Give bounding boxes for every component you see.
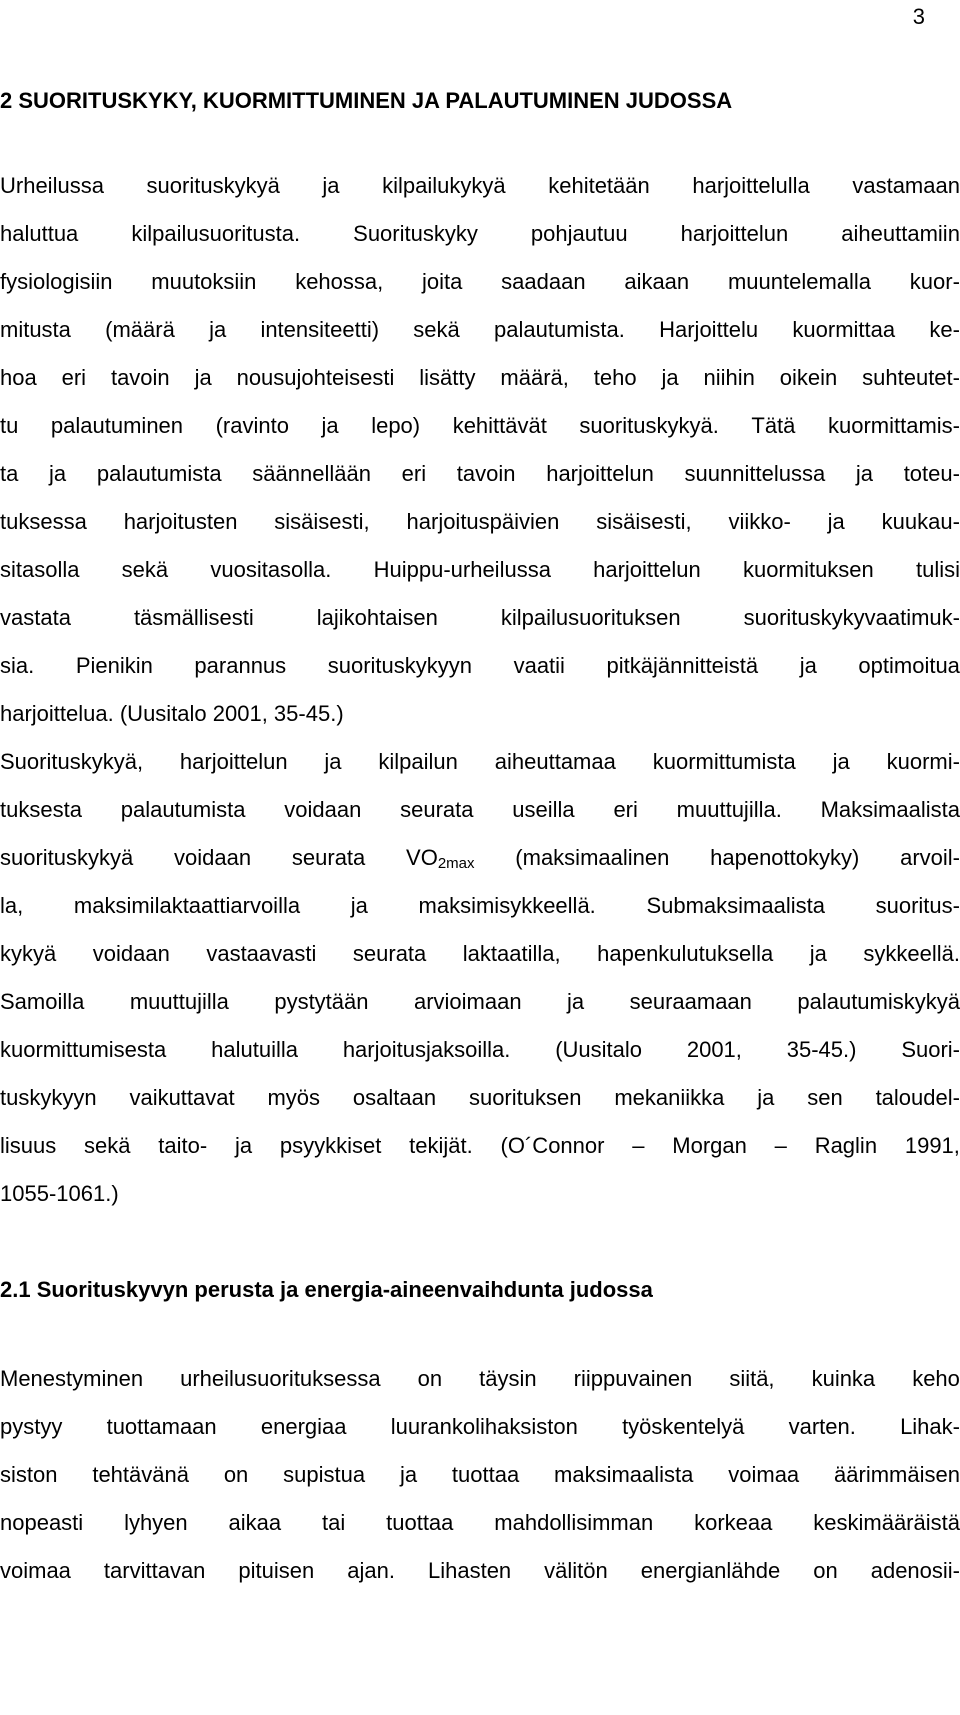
word: voidaan: [92, 941, 170, 966]
text-line: [0, 930, 960, 978]
word: riippuvainen: [573, 1366, 693, 1391]
text-line: [0, 642, 960, 690]
word: kuormi-: [886, 749, 960, 774]
word: sykkeellä.: [863, 941, 960, 966]
word: sekä: [84, 1133, 131, 1158]
word: varten.: [788, 1414, 856, 1439]
word: intensiteetti): [260, 317, 380, 342]
text-line: [0, 210, 960, 258]
word: ja: [567, 989, 585, 1014]
word: tavoin: [110, 365, 170, 390]
text-line: [0, 498, 960, 546]
word: palautumista: [96, 461, 222, 486]
word: aikaan: [624, 269, 690, 294]
word: supistua: [283, 1462, 366, 1487]
text-line: [0, 738, 960, 786]
line-text: 1055-1061.): [0, 1181, 119, 1206]
word: ja: [757, 1085, 775, 1110]
word: voimaa: [728, 1462, 800, 1487]
word: vastaavasti: [206, 941, 317, 966]
word: vuositasolla.: [210, 557, 332, 582]
text-line: [0, 258, 960, 306]
word: säännellään: [252, 461, 371, 486]
word: kuormittumisesta: [0, 1037, 167, 1062]
word: keskimääräistä: [813, 1510, 960, 1535]
word: ja: [321, 413, 339, 438]
word: –: [774, 1133, 787, 1158]
word: harjoitusten: [123, 509, 238, 534]
word: ajan.: [347, 1558, 395, 1583]
word: arvioimaan: [413, 989, 522, 1014]
word: aiheuttamiin: [841, 221, 960, 246]
word: pystytään: [274, 989, 369, 1014]
word: Pienikin: [75, 653, 153, 678]
word: on: [813, 1558, 838, 1583]
word: pitkäjännitteistä: [606, 653, 759, 678]
word: kehitetään: [548, 173, 650, 198]
text-line: [0, 1403, 960, 1451]
word: Menestyminen: [0, 1366, 144, 1391]
word: harjoittelun: [546, 461, 654, 486]
word: joita: [422, 269, 463, 294]
word: on: [417, 1366, 443, 1391]
page-number: 3: [912, 4, 925, 29]
word: ja: [827, 509, 845, 534]
word: kilpailusuoritusta.: [131, 221, 301, 246]
word: ja: [809, 941, 827, 966]
word: Suorituskyky: [353, 221, 478, 246]
word: pituisen: [238, 1558, 315, 1583]
text-line: [0, 834, 960, 882]
word: on: [223, 1462, 249, 1487]
word: tuksesta: [0, 797, 82, 822]
word: kykyä: [0, 941, 57, 966]
word: harjoittelun: [179, 749, 288, 774]
word: Lihak-: [900, 1414, 960, 1439]
text-line: [0, 1074, 960, 1122]
word: ke-: [929, 317, 960, 342]
word: haluttua: [0, 221, 79, 246]
word: täysin: [479, 1366, 537, 1391]
word: (maksimaalinen: [515, 845, 670, 870]
word: niihin: [703, 365, 755, 390]
text-line: [0, 690, 960, 738]
word: sisäisesti,: [274, 509, 370, 534]
word: sisäisesti,: [596, 509, 692, 534]
word: sitasolla: [0, 557, 80, 582]
word: seurata: [291, 845, 366, 870]
word: nopeasti: [0, 1510, 84, 1535]
word: voidaan: [284, 797, 362, 822]
word: energiaa: [260, 1414, 347, 1439]
text-line: [0, 546, 960, 594]
word: vaikuttavat: [129, 1085, 235, 1110]
word: suorituksen: [468, 1085, 582, 1110]
word: osaltaan: [352, 1085, 437, 1110]
word: nousujohteisesti: [236, 365, 395, 390]
word: palautumiskykyä: [797, 989, 960, 1014]
word: Samoilla: [0, 989, 85, 1014]
word: tu: [0, 413, 19, 438]
text-line: [0, 786, 960, 834]
word: kuukau-: [881, 509, 960, 534]
word: äärimmäisen: [834, 1462, 960, 1487]
word: Submaksimaalista: [646, 893, 825, 918]
word: 1991,: [904, 1133, 960, 1158]
word: oikein: [779, 365, 838, 390]
text-line: [0, 1122, 960, 1170]
word: maksimilaktaattiarvoilla: [73, 893, 301, 918]
word: työskentelyä: [622, 1414, 745, 1439]
word: Urheilussa: [0, 173, 104, 198]
word: kuormittumista: [652, 749, 796, 774]
word: tai: [322, 1510, 346, 1535]
word: suoritus-: [875, 893, 960, 918]
text-line: [0, 882, 960, 930]
word: mekaniikka: [614, 1085, 725, 1110]
word: Lihasten: [427, 1558, 512, 1583]
word: Suori-: [901, 1037, 960, 1062]
word: palautumista: [120, 797, 246, 822]
word: tuottaa: [451, 1462, 520, 1487]
word: kuormittamis-: [827, 413, 960, 438]
word: ja: [194, 365, 212, 390]
word: vaatii: [513, 653, 565, 678]
word: suorituskykyä: [146, 173, 280, 198]
word: välitön: [544, 1558, 608, 1583]
word: seurata: [400, 797, 474, 822]
word: viikko-: [728, 509, 791, 534]
word: urheilusuorituksessa: [180, 1366, 381, 1391]
word: taito-: [158, 1133, 208, 1158]
word: eri: [61, 365, 87, 390]
word: tulisi: [915, 557, 960, 582]
text-line: [0, 162, 960, 210]
word: seuraamaan: [629, 989, 752, 1014]
text-line: [0, 306, 960, 354]
word: hapenkulutuksella: [597, 941, 774, 966]
word: lisätty: [419, 365, 476, 390]
word: kehossa,: [295, 269, 384, 294]
word: muutoksiin: [151, 269, 257, 294]
word: siston: [0, 1462, 58, 1487]
word: eri: [613, 797, 638, 822]
word: voidaan: [174, 845, 252, 870]
text-line: [0, 1355, 960, 1403]
word: (määrä: [105, 317, 175, 342]
word: harjoittelun: [593, 557, 701, 582]
word: ja: [324, 749, 342, 774]
word: Tätä: [751, 413, 796, 438]
text-line: [0, 354, 960, 402]
word: eri: [401, 461, 427, 486]
word: pohjautuu: [530, 221, 628, 246]
word: sekä: [121, 557, 169, 582]
word: parannus: [194, 653, 287, 678]
subsection-heading: 2.1 Suorituskyvyn perusta ja energia-aineenvaihdunta judossa: [0, 1277, 653, 1302]
word: muuttujilla.: [676, 797, 782, 822]
word: harjoitusjaksoilla.: [342, 1037, 511, 1062]
line-text: harjoittelua. (Uusitalo 2001, 35-45.): [0, 701, 344, 726]
word: Suorituskykyä,: [0, 749, 144, 774]
word: keho: [912, 1366, 960, 1391]
word: arvoil-: [900, 845, 960, 870]
word: toteu-: [903, 461, 960, 486]
word: ja: [832, 749, 850, 774]
word: la,: [0, 893, 24, 918]
word: korkeaa: [694, 1510, 773, 1535]
word: 2001,: [686, 1037, 742, 1062]
word: ta: [0, 461, 19, 486]
word: suorituskykyyn: [327, 653, 473, 678]
word: ja: [399, 1462, 418, 1487]
word: kuormittaa: [792, 317, 896, 342]
word: tuksessa: [0, 509, 87, 534]
word: tuottaa: [386, 1510, 454, 1535]
word: kilpailukykyä: [382, 173, 506, 198]
word: taloudel-: [875, 1085, 960, 1110]
word: kehittävät: [452, 413, 547, 438]
word: muuntelemalla: [727, 269, 872, 294]
word: ja: [350, 893, 368, 918]
word: saadaan: [501, 269, 586, 294]
word: kilpailusuorituksen: [500, 605, 681, 630]
word: harjoittelun: [680, 221, 789, 246]
word: adenosii-: [870, 1558, 960, 1583]
word: tavoin: [456, 461, 516, 486]
word: Harjoittelu: [659, 317, 759, 342]
word: siitä,: [729, 1366, 775, 1391]
word: täsmällisesti: [133, 605, 254, 630]
word: maksimaalista: [554, 1462, 694, 1487]
word: fysiologisiin: [0, 269, 113, 294]
word: suorituskykyä: [0, 845, 134, 870]
word: harjoittelulla: [692, 173, 810, 198]
word: lyhyen: [124, 1510, 188, 1535]
text-line: [0, 402, 960, 450]
word: energianlähde: [640, 1558, 781, 1583]
text-line: [0, 1026, 960, 1074]
word: (ravinto: [215, 413, 289, 438]
word: ja: [209, 317, 227, 342]
text-line: [0, 978, 960, 1026]
word: mitusta: [0, 317, 71, 342]
word: hapenottokyky): [710, 845, 860, 870]
text-line: [0, 1451, 960, 1499]
word: tehtävänä: [92, 1462, 189, 1487]
word: aikaa: [228, 1510, 282, 1535]
word: kilpailun: [378, 749, 458, 774]
text-line: [0, 1499, 960, 1547]
word: sia.: [0, 653, 35, 678]
word: lajikohtaisen: [316, 605, 438, 630]
word: kuor-: [909, 269, 960, 294]
word: Maksimaalista: [820, 797, 960, 822]
word: maksimisykkeellä.: [418, 893, 596, 918]
word: sekä: [413, 317, 460, 342]
word: ja: [855, 461, 873, 486]
text-line: [0, 450, 960, 498]
word: sen: [807, 1085, 843, 1110]
word: harjoituspäivien: [406, 509, 560, 534]
word: Raglin: [814, 1133, 878, 1158]
word: määrä,: [500, 365, 569, 390]
word: suunnittelussa: [684, 461, 826, 486]
word: tarvittavan: [103, 1558, 206, 1583]
word: suorituskykyvaatimuk-: [743, 605, 960, 630]
word: 35-45.): [786, 1037, 857, 1062]
word: suhteutet-: [862, 365, 960, 390]
word: lisuus: [0, 1133, 57, 1158]
word: ja: [322, 173, 340, 198]
word: seurata: [352, 941, 427, 966]
word: teho: [593, 365, 637, 390]
word: psyykkiset: [279, 1133, 382, 1158]
word: tuottamaan: [106, 1414, 217, 1439]
word: suorituskykyä.: [579, 413, 719, 438]
word: ja: [49, 461, 67, 486]
word: pystyy: [0, 1414, 63, 1439]
word: myös: [267, 1085, 321, 1110]
word: useilla: [512, 797, 575, 822]
word: ja: [661, 365, 679, 390]
subscript: 2max: [437, 855, 475, 872]
word: lepo): [371, 413, 421, 438]
word: $VO_{2max}$: [406, 845, 475, 872]
section-heading: 2 SUORITUSKYKY, KUORMITTUMINEN JA PALAUTUMINEN JUDOSSA: [0, 88, 733, 113]
word: ja: [799, 653, 817, 678]
word: palautuminen: [50, 413, 184, 438]
word: (Uusitalo: [555, 1037, 642, 1062]
word: luurankolihaksiston: [390, 1414, 578, 1439]
word: ja: [235, 1133, 253, 1158]
word: tuskykyyn: [0, 1085, 97, 1110]
word: vastamaan: [852, 173, 960, 198]
word: Morgan: [672, 1133, 747, 1158]
word: voimaa: [0, 1558, 71, 1583]
word: hoa: [0, 365, 37, 390]
word: aiheuttamaa: [494, 749, 616, 774]
word: laktaatilla,: [462, 941, 561, 966]
text-line: [0, 1170, 960, 1218]
word: kuinka: [811, 1366, 876, 1391]
word: optimoitua: [858, 653, 960, 678]
word: vastata: [0, 605, 71, 630]
word: halutuilla: [211, 1037, 298, 1062]
word: mahdollisimman: [494, 1510, 654, 1535]
word: tekijät.: [409, 1133, 473, 1158]
word: kuormituksen: [742, 557, 874, 582]
word: –: [632, 1133, 645, 1158]
word: muuttujilla: [129, 989, 229, 1014]
word: Huippu-urheilussa: [373, 557, 551, 582]
word: (O´Connor: [500, 1133, 605, 1158]
text-line: [0, 594, 960, 642]
word: palautumista.: [494, 317, 625, 342]
text-line: [0, 1547, 960, 1595]
